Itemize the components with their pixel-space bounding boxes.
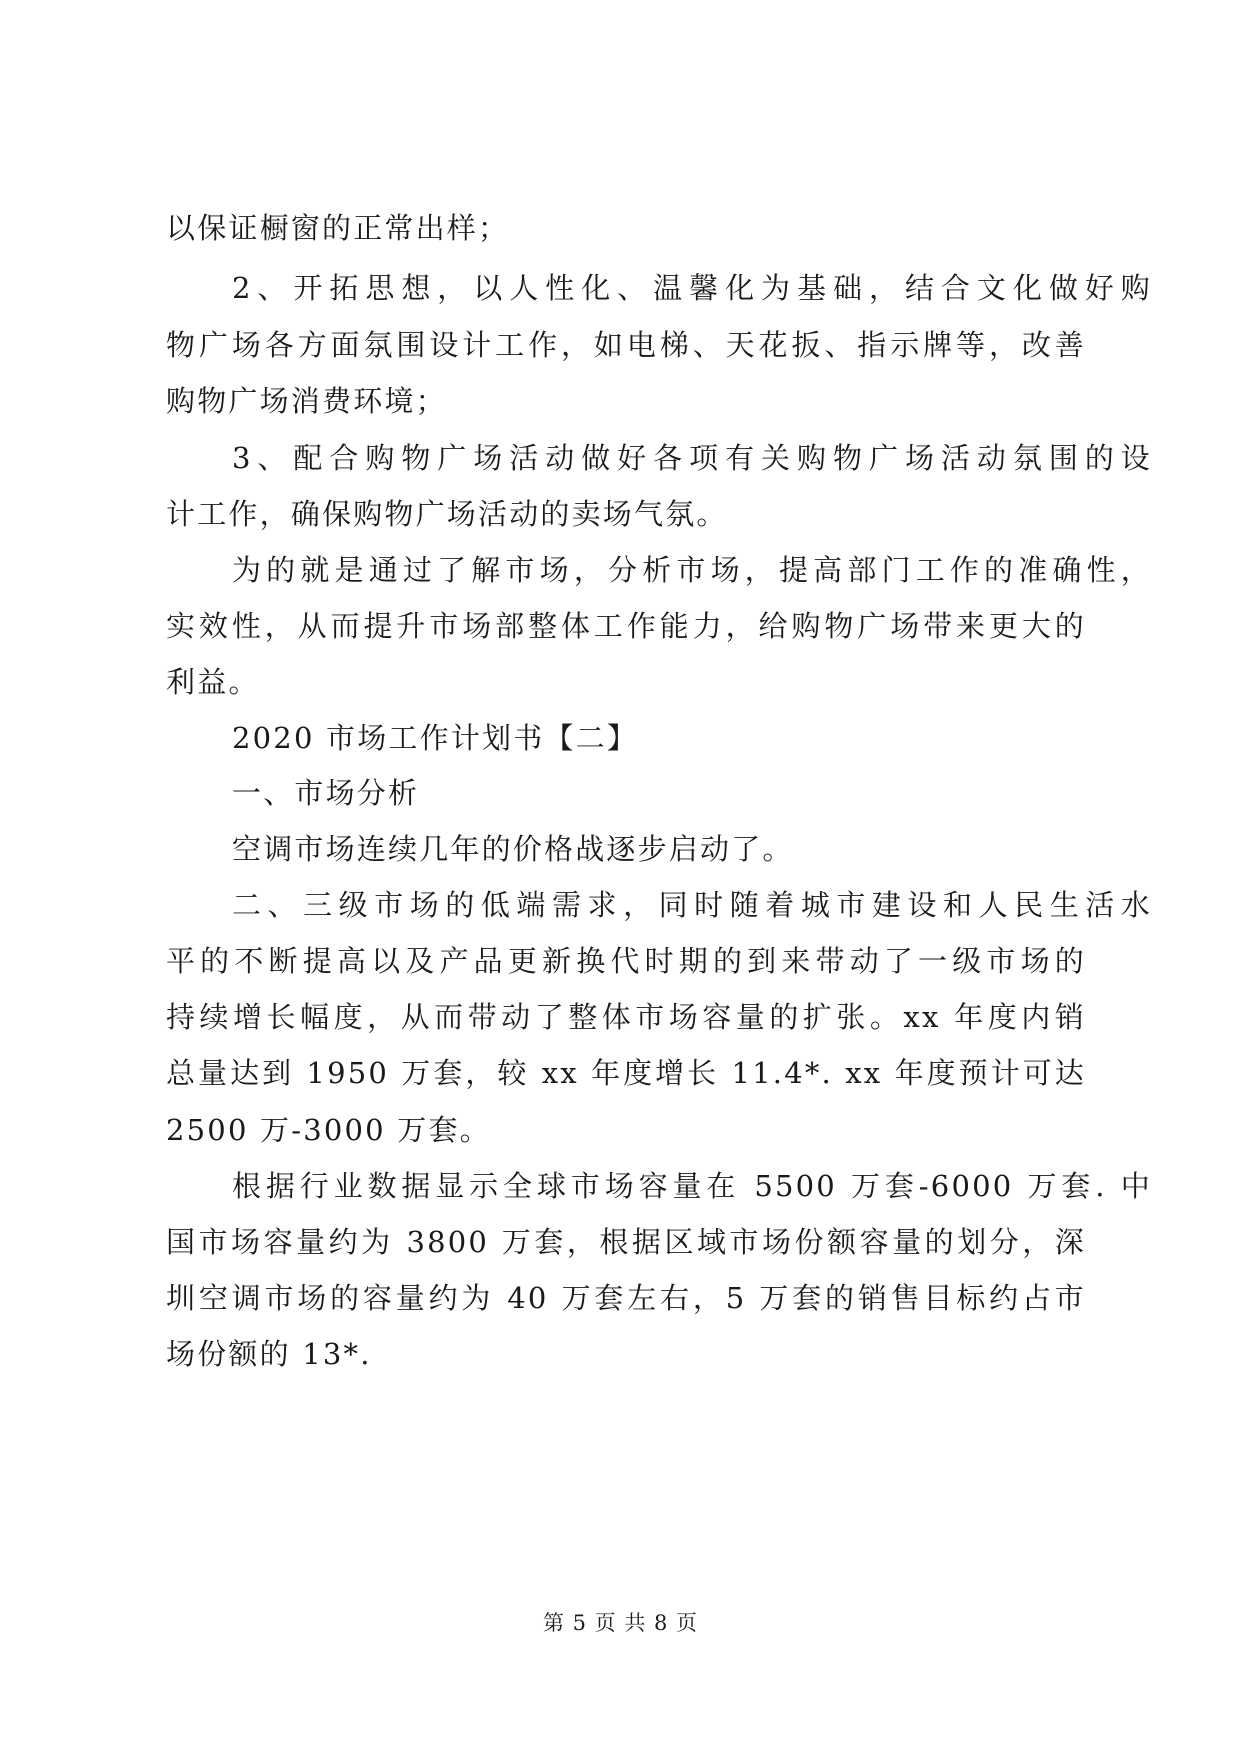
section-heading: 2020 市场工作计划书【二】 xyxy=(232,721,639,755)
text-line: 国市场容量约为 3800 万套，根据区域市场份额容量的划分，深 xyxy=(166,1225,1086,1259)
text-line: 平的不断提高以及产品更新换代时期的到来带动了一级市场的 xyxy=(166,944,1086,978)
text-line: 场份额的 13*. xyxy=(166,1337,372,1371)
text-line: 为的就是通过了解市场，分析市场，提高部门工作的准确性， xyxy=(232,553,1152,587)
text-line: 利益。 xyxy=(166,665,260,699)
text-line: 根据行业数据显示全球市场容量在 5500 万套-6000 万套. 中 xyxy=(232,1169,1152,1203)
text-line: 总量达到 1950 万套，较 xx 年度增长 11.4*. xx 年度预计可达 xyxy=(166,1056,1086,1090)
text-line: 二、三级市场的低端需求，同时随着城市建设和人民生活水 xyxy=(232,888,1152,922)
text-line: 3、配合购物广场活动做好各项有关购物广场活动氛围的设 xyxy=(232,441,1152,475)
text-line: 购物广场消费环境； xyxy=(166,384,447,418)
text-line: 物广场各方面氛围设计工作，如电梯、天花扳、指示牌等，改善 xyxy=(166,328,1086,362)
text-line: 圳空调市场的容量约为 40 万套左右，5 万套的销售目标约占市 xyxy=(166,1281,1086,1315)
text-line: 2500 万-3000 万套。 xyxy=(166,1113,491,1147)
page-number-footer: 第 5 页 共 8 页 xyxy=(542,1611,699,1635)
subsection-heading: 一、市场分析 xyxy=(232,776,420,810)
text-line: 空调市场连续几年的价格战逐步启动了。 xyxy=(232,832,794,866)
text-line: 以保证橱窗的正常出样； xyxy=(166,211,510,245)
text-line: 计工作，确保购物广场活动的卖场气氛。 xyxy=(166,497,728,531)
text-line: 实效性，从而提升市场部整体工作能力，给购物广场带来更大的 xyxy=(166,609,1086,643)
text-line: 2、开拓思想，以人性化、温馨化为基础，结合文化做好购 xyxy=(232,271,1152,305)
text-line: 持续增长幅度，从而带动了整体市场容量的扩张。xx 年度内销 xyxy=(166,1000,1086,1034)
